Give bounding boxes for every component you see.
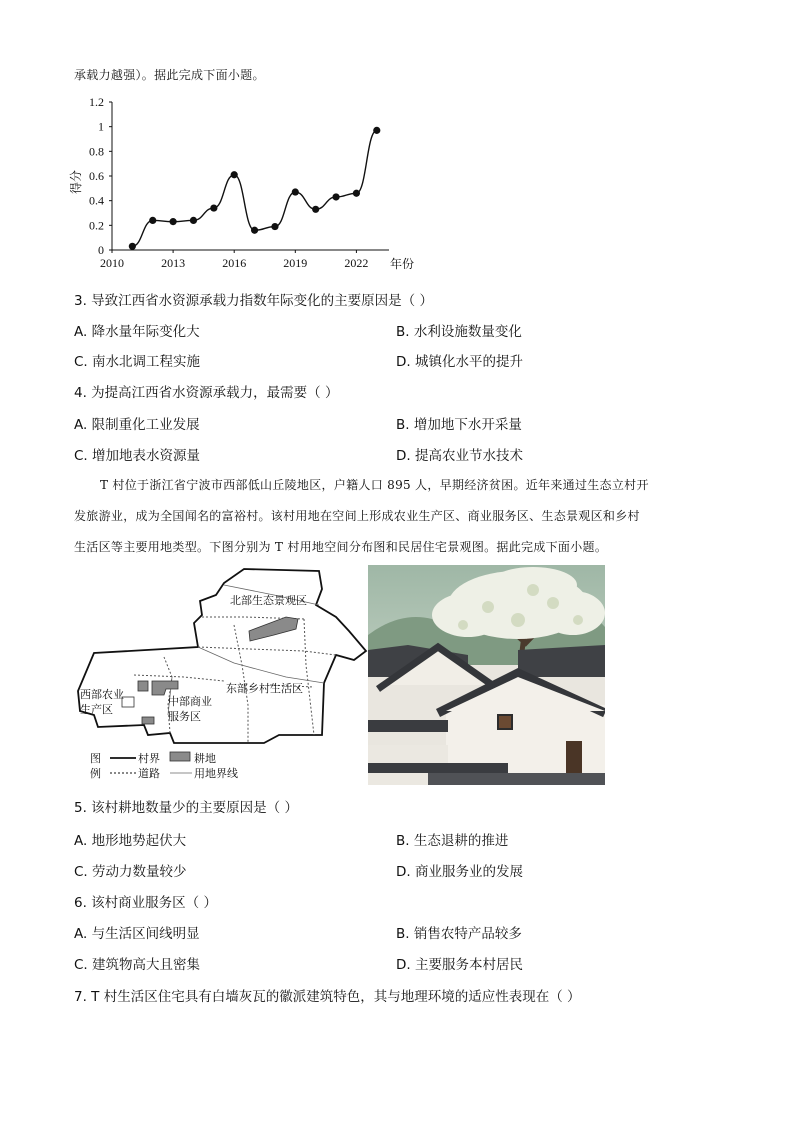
x-tick-label: 2010 [100, 256, 124, 270]
legend-farm-text: 耕地 [194, 752, 216, 765]
x-tick-label: 2019 [283, 256, 308, 270]
q6-stem: 6. 该村商业服务区（ ） [74, 895, 217, 911]
data-point-2012 [149, 217, 156, 224]
y-tick-label: 0.6 [89, 169, 104, 183]
q6-option-b[interactable]: B. 销售农特产品较多 [396, 926, 522, 942]
q4-option-d[interactable]: D. 提高农业节水技术 [396, 448, 523, 464]
q5-option-a[interactable]: A. 地形地势起伏大 [74, 833, 187, 849]
legend-landuse-text: 用地界线 [194, 767, 238, 780]
x-tick-label: 2013 [161, 256, 186, 270]
q6-option-c[interactable]: C. 建筑物高大且密集 [74, 957, 201, 973]
data-point-2017 [251, 227, 258, 234]
data-point-2015 [210, 204, 217, 211]
y-tick-label: 1 [98, 119, 104, 134]
passage-line-1: T 村位于浙江省宁波市西部低山丘陵地区，户籍人口 895 人，早期经济贫困。近年来通过生态立村开 [100, 478, 649, 492]
village-boundary [78, 569, 366, 743]
q6-option-d[interactable]: D. 主要服务本村居民 [396, 957, 523, 973]
x-tick-label: 2022 [344, 256, 369, 270]
passage-tail: 承载力越强）。据此完成下面小题。 [74, 68, 265, 82]
data-point-2011 [129, 243, 136, 250]
q4-option-a[interactable]: A. 限制重化工业发展 [74, 417, 200, 433]
farmland-west-1 [138, 681, 148, 691]
q4-stem: 4. 为提高江西省水资源承载力，最需要（ ） [74, 385, 339, 401]
q5-option-c[interactable]: C. 劳动力数量较少 [74, 864, 187, 880]
passage-line-3: 生活区等主要用地类型。下图分别为 T 村用地空间分布图和民居住宅景观图。据此完成下面小题。 [74, 540, 608, 554]
x-tick-label: 2016 [222, 256, 247, 270]
label-west-2: 生产区 [80, 703, 113, 716]
data-point-2021 [332, 193, 339, 200]
q3-option-d[interactable]: D. 城镇化水平的提升 [396, 354, 523, 370]
y-tick-label: 0.2 [89, 218, 104, 233]
q3-stem: 3. 导致江西省水资源承载力指数年际变化的主要原因是（ ） [74, 293, 433, 309]
label-center-1: 中部商业 [168, 695, 212, 708]
data-point-2014 [190, 217, 197, 224]
legend-farm-swatch [170, 752, 190, 761]
passage-line-2: 发旅游业，成为全国闻名的富裕村。该村用地在空间上形成农业生产区、商业服务区、生态景观区和乡村 [74, 509, 640, 523]
q5-stem: 5. 该村耕地数量少的主要原因是（ ） [74, 800, 298, 816]
q4-option-b[interactable]: B. 增加地下水开采量 [396, 417, 522, 433]
q3-option-b[interactable]: B. 水利设施数量变化 [396, 324, 522, 340]
residential-landscape-photo [368, 565, 605, 785]
y-tick-label: 1.2 [89, 95, 104, 109]
q6-option-a[interactable]: A. 与生活区间线明显 [74, 926, 200, 942]
q5-option-b[interactable]: B. 生态退耕的推进 [396, 833, 509, 849]
label-east-living: 东部乡村生活区 [226, 682, 303, 695]
label-north-eco: 北部生态景观区 [230, 594, 307, 607]
data-point-2020 [312, 206, 319, 213]
q4-option-c[interactable]: C. 增加地表水资源量 [74, 448, 201, 464]
legend-li: 例 [90, 767, 101, 780]
y-axis-label: 得分 [69, 169, 83, 195]
data-point-2013 [170, 218, 177, 225]
y-tick-label: 0.4 [89, 193, 104, 208]
q3-option-c[interactable]: C. 南水北调工程实施 [74, 354, 201, 370]
y-tick-label: 0.8 [89, 144, 104, 159]
q3-option-a[interactable]: A. 降水量年际变化大 [74, 324, 200, 340]
q7-stem: 7. T 村生活区住宅具有白墙灰瓦的徽派建筑特色，其与地理环境的适应性表现在（ ） [74, 989, 581, 1005]
data-point-2023 [373, 127, 380, 134]
farmland-center [142, 717, 154, 724]
y-tick-label: 0 [98, 243, 104, 257]
q5-option-d[interactable]: D. 商业服务业的发展 [396, 864, 523, 880]
data-point-2019 [292, 188, 299, 195]
map-legend [90, 751, 238, 780]
land-use-map [74, 565, 369, 785]
legend-tu: 图 [90, 752, 101, 765]
data-point-2022 [353, 190, 360, 197]
x-axis-label: 年份 [390, 257, 415, 271]
label-west-1: 西部农业 [80, 688, 124, 701]
score-line-chart [62, 90, 432, 275]
data-point-2018 [271, 223, 278, 230]
data-point-2016 [231, 171, 238, 178]
legend-border-text: 村界 [138, 752, 160, 765]
label-center-2: 服务区 [168, 710, 201, 723]
legend-road-text: 道路 [138, 767, 160, 780]
